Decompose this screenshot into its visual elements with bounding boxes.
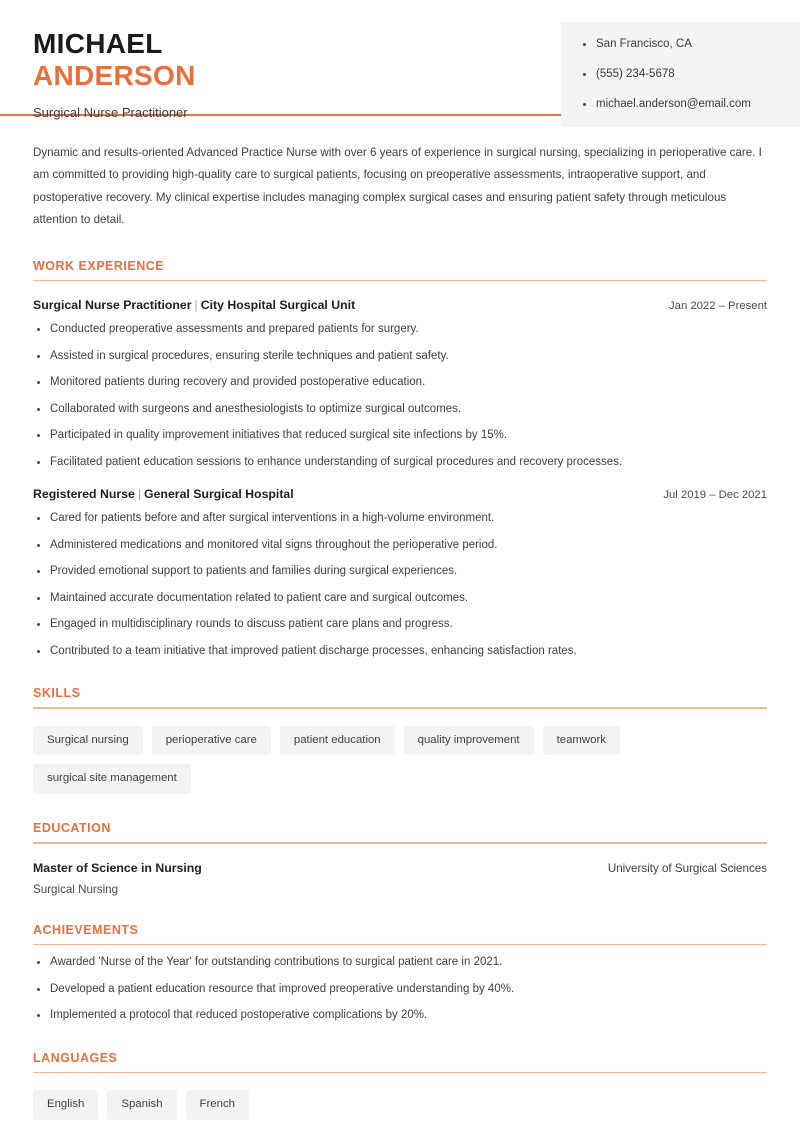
- work-entry-bullets: [33, 322, 767, 470]
- list-item: Conducted preoperative assessments and prepared patients for surgery.: [33, 322, 767, 338]
- list-item: Monitored patients during recovery and provided postoperative education.: [33, 375, 767, 391]
- section-title-languages: LANGUAGES: [33, 1050, 118, 1065]
- resume-header: [0, 0, 800, 121]
- skill-tag: Surgical nursing: [33, 726, 143, 756]
- work-entry-date: Jul 2019 – Dec 2021: [663, 489, 767, 502]
- work-entry: [33, 487, 767, 659]
- education-field: Surgical Nursing: [33, 882, 119, 896]
- work-entry-title: [33, 298, 355, 312]
- education-degree: Master of Science in Nursing: [33, 860, 202, 875]
- section-rule: [33, 1072, 767, 1074]
- skill-tag: surgical site management: [33, 764, 191, 794]
- skill-tag: teamwork: [543, 726, 620, 756]
- list-item: Administered medications and monitored vital signs throughout the perioperative period.: [33, 538, 767, 554]
- achievements-list: [33, 955, 767, 1024]
- contact-phone: (555) 234-5678: [583, 68, 800, 82]
- work-entry-header: [33, 298, 767, 312]
- professional-summary: Dynamic and results-oriented Advanced Practice Nurse with over 6 years of experience in surgical nursing, specializing in perioperative care. I am committed to providing high-quality care to surgical patients, focusing on preoperative assessments, intraoperative support, and postoperative recovery. My clinical expertise includes managing complex surgical cases and ensuring patient safety through meticulous attention to detail.: [33, 146, 762, 227]
- section-rule: [33, 707, 767, 709]
- job-title: Surgical Nurse Practitioner: [33, 105, 188, 121]
- title-separator: |: [194, 298, 198, 312]
- section-skills: [33, 686, 767, 794]
- list-item: Maintained accurate documentation related to patient care and surgical outcomes.: [33, 591, 767, 607]
- section-languages: [33, 1051, 767, 1120]
- list-item: Implemented a protocol that reduced postoperative complications by 20%.: [33, 1008, 767, 1024]
- section-work-experience: [33, 259, 767, 660]
- section-rule: [33, 944, 767, 946]
- work-entry-date: Jan 2022 – Present: [669, 300, 767, 312]
- work-company: General Surgical Hospital: [144, 487, 294, 502]
- education-entry-header: [33, 861, 767, 875]
- education-institution: University of Surgical Sciences: [607, 861, 767, 875]
- contact-list: [583, 38, 800, 111]
- list-item: Provided emotional support to patients and families during surgical experiences.: [33, 564, 767, 580]
- work-entry-header: [33, 487, 767, 501]
- title-separator: |: [137, 487, 142, 502]
- first-name: MICHAEL: [33, 28, 163, 59]
- list-item: Facilitated patient education sessions to enhance understanding of surgical procedures and recovery processes.: [33, 455, 767, 471]
- skills-tag-list: [33, 726, 767, 794]
- last-name: ANDERSON: [33, 60, 196, 92]
- contact-location: San Francisco, CA: [583, 38, 800, 52]
- language-tag: English: [33, 1090, 98, 1120]
- section-title-achievements: ACHIEVEMENTS: [33, 922, 139, 937]
- header-identity: [0, 22, 196, 120]
- work-entry-title: [33, 487, 294, 501]
- education-entry: [33, 861, 767, 896]
- section-title-skills: SKILLS: [33, 686, 81, 701]
- work-role: Registered Nurse: [33, 487, 135, 502]
- language-tag: French: [186, 1090, 249, 1120]
- resume-content: [0, 142, 800, 1120]
- list-item: Collaborated with surgeons and anesthesiologists to optimize surgical outcomes.: [33, 402, 767, 418]
- list-item: Assisted in surgical procedures, ensuring sterile techniques and patient safety.: [33, 349, 767, 365]
- list-item: Engaged in multidisciplinary rounds to discuss patient care plans and progress.: [33, 617, 767, 633]
- list-item: Contributed to a team initiative that improved patient discharge processes, enhancing satisfaction rates.: [33, 644, 767, 660]
- section-achievements: [33, 923, 767, 1024]
- work-entry-bullets: [33, 511, 767, 659]
- section-title-education: EDUCATION: [33, 821, 111, 836]
- list-item: Developed a patient education resource that improved preoperative understanding by 40%.: [33, 982, 767, 998]
- skill-tag: quality improvement: [404, 726, 534, 756]
- work-role: Surgical Nurse Practitioner: [33, 298, 192, 312]
- work-company: City Hospital Surgical Unit: [200, 298, 356, 312]
- contact-email: michael.anderson@email.com: [583, 98, 800, 112]
- work-entry: [33, 298, 767, 470]
- skill-tag: patient education: [280, 726, 395, 756]
- section-education: [33, 821, 767, 896]
- list-item: Cared for patients before and after surgical interventions in a high-volume environment.: [33, 511, 767, 527]
- section-rule: [33, 280, 767, 282]
- list-item: Awarded 'Nurse of the Year' for outstanding contributions to surgical patient care in 2021.: [33, 955, 767, 971]
- list-item: Participated in quality improvement initiatives that reduced surgical site infections by 15%.: [33, 428, 767, 444]
- section-title-work-experience: WORK EXPERIENCE: [33, 258, 165, 273]
- skill-tag: perioperative care: [152, 726, 271, 756]
- contact-info-box: [561, 22, 800, 127]
- language-tag: Spanish: [107, 1090, 176, 1120]
- section-rule: [33, 842, 767, 844]
- languages-tag-list: [33, 1090, 767, 1120]
